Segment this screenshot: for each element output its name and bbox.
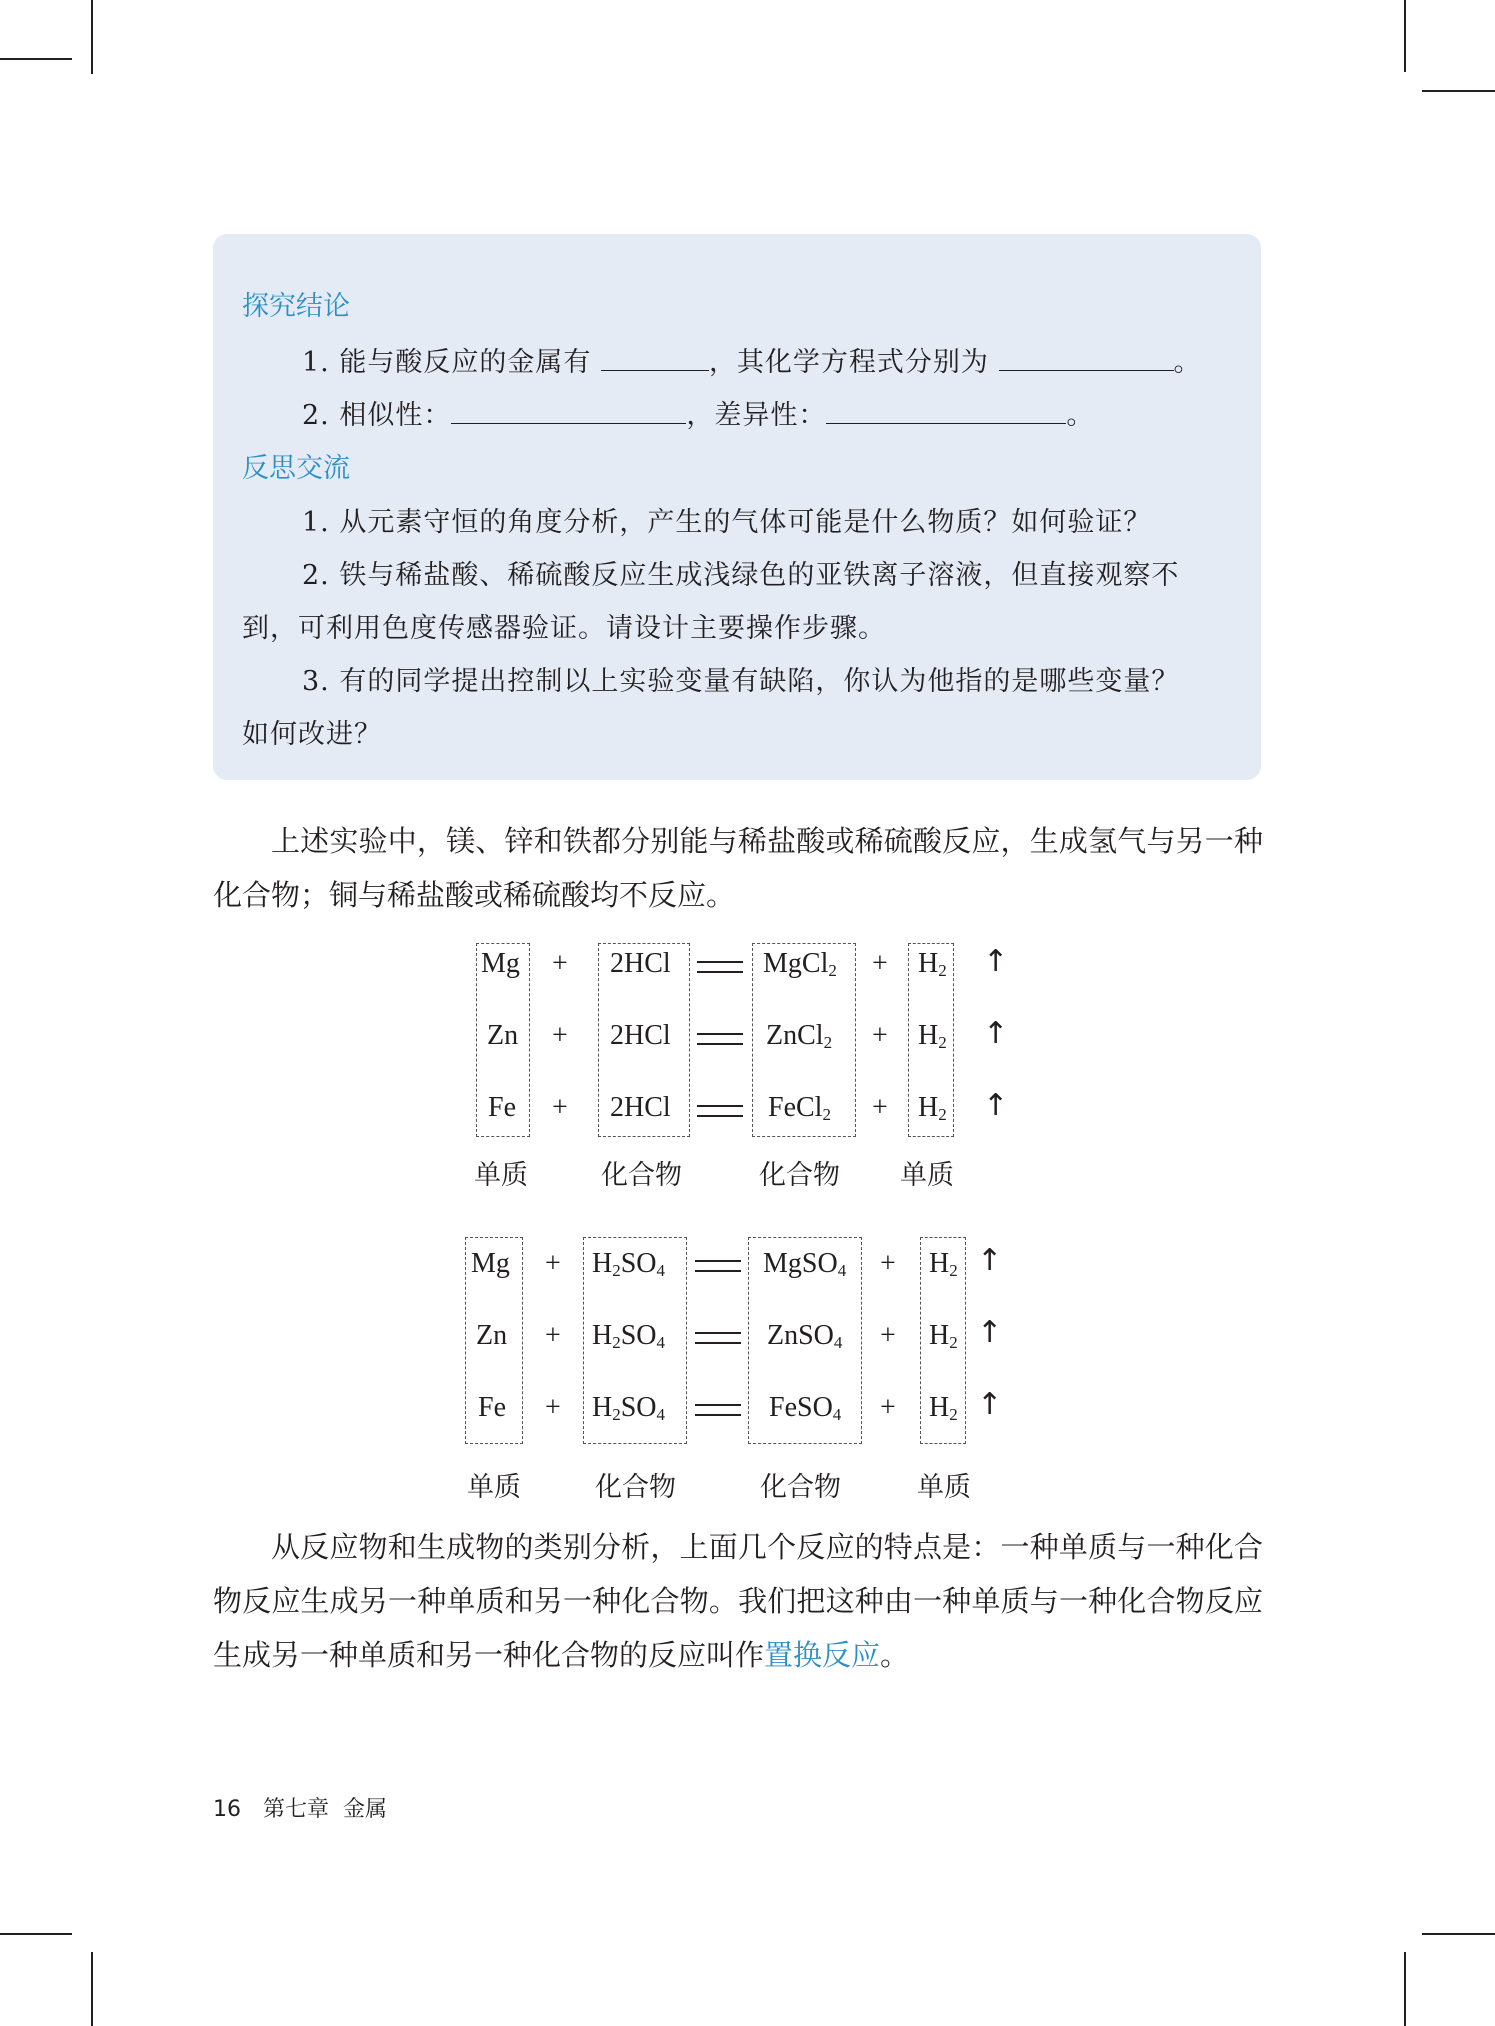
hydrogen: $H_2$ [918,948,947,980]
plus-sign: + [880,1320,896,1351]
paragraph-1 [213,814,1263,922]
gas-arrow-icon: ↑ [977,1387,1003,1422]
acid: 2HCl [610,1020,671,1051]
plus-sign: + [545,1320,561,1351]
plus-sign: + [545,1392,561,1423]
answer-blank[interactable] [999,348,1174,371]
page-footer [213,1792,387,1823]
salt: MgCl$_2$ [763,948,837,980]
period: 。 [1066,400,1095,431]
answer-blank[interactable] [451,401,686,424]
category-label: 化合物 [759,1160,840,1191]
equals-sign [697,1033,743,1045]
conclusion-item-1-text-b: ，其化学方程式分别为 [708,347,989,378]
plus-sign: + [552,948,568,979]
paragraph-2-text: 从反应物和生成物的类别分析，上面几个反应的特点是：一种单质与一种化合物反应生成另一种单质和另一种化合物。我们把这种由一种单质与一种化合物反应生成另一种单质和另一种化合物的反应叫作 [213,1530,1263,1672]
category-label: 单质 [917,1472,971,1503]
reflection-q3: 3. 有的同学提出控制以上实验变量有缺陷，你认为他指的是哪些变量？ [302,666,1180,697]
category-label: 化合物 [595,1472,676,1503]
metal: Fe [488,1092,516,1123]
metal: Zn [476,1320,508,1351]
plus-sign: + [880,1392,896,1423]
metal: Mg [481,948,520,979]
period: 。 [880,1638,910,1672]
hydrogen: $H_2$ [929,1392,958,1424]
chapter-title: 第七章 金属 [263,1797,387,1822]
category-label: 化合物 [601,1160,682,1191]
acid: $H_2SO_4$ [592,1320,666,1352]
salt: ZnSO$_4$ [767,1320,843,1352]
plus-sign: + [552,1020,568,1051]
paragraph-2 [213,1520,1263,1682]
reflection-q3-cont: 如何改进？ [242,719,382,750]
category-label: 化合物 [760,1472,841,1503]
equals-sign [697,1105,743,1117]
acid: 2HCl [610,1092,671,1123]
gas-arrow-icon: ↑ [983,1088,1009,1123]
reflection-heading: 反思交流 [242,453,350,484]
gas-arrow-icon: ↑ [977,1315,1003,1350]
plus-sign: + [552,1092,568,1123]
equals-sign [697,961,743,973]
conclusion-item-2 [302,393,1094,432]
equals-sign [695,1332,741,1344]
paragraph-1-text: 上述实验中，镁、锌和铁都分别能与稀盐酸或稀硫酸反应，生成氢气与另一种化合物；铜与稀盐酸或稀硫酸均不反应。 [213,824,1263,912]
page-number: 16 [213,1797,241,1822]
period: 。 [1173,347,1202,378]
category-label: 单质 [474,1160,528,1191]
metal: Zn [487,1020,519,1051]
plus-sign: + [872,948,888,979]
reflection-q2-cont: 到，可利用色度传感器验证。请设计主要操作步骤。 [242,613,886,644]
answer-blank[interactable] [601,348,709,371]
answer-blank[interactable] [826,401,1066,424]
category-label: 单质 [900,1160,954,1191]
metal: Fe [478,1392,506,1423]
salt: MgSO$_4$ [763,1248,847,1280]
acid: $H_2SO_4$ [592,1248,666,1280]
metal: Mg [471,1248,510,1279]
salt: ZnCl$_2$ [766,1020,833,1052]
gas-arrow-icon: ↑ [983,1016,1009,1051]
plus-sign: + [880,1248,896,1279]
conclusion-item-1 [302,340,1202,379]
category-label: 单质 [467,1472,521,1503]
key-term: 置换反应 [764,1638,881,1672]
reflection-q2: 2. 铁与稀盐酸、稀硫酸反应生成浅绿色的亚铁离子溶液，但直接观察不 [302,560,1180,591]
equals-sign [695,1260,741,1272]
plus-sign: + [872,1020,888,1051]
conclusion-item-2-text: 2. 相似性： [302,400,452,431]
salt: FeSO$_4$ [769,1392,842,1424]
plus-sign: + [872,1092,888,1123]
acid: 2HCl [610,948,671,979]
reflection-q1: 1. 从元素守恒的角度分析，产生的气体可能是什么物质？如何验证？ [302,507,1152,538]
inquiry-conclusion-heading: 探究结论 [242,291,350,322]
equals-sign [695,1404,741,1416]
conclusion-item-2-text-b: ，差异性： [686,400,827,431]
hydrogen: $H_2$ [918,1020,947,1052]
gas-arrow-icon: ↑ [983,944,1009,979]
plus-sign: + [545,1248,561,1279]
salt: FeCl$_2$ [768,1092,831,1124]
hydrogen: $H_2$ [929,1248,958,1280]
acid: $H_2SO_4$ [592,1392,666,1424]
hydrogen: $H_2$ [918,1092,947,1124]
conclusion-item-1-text: 1. 能与酸反应的金属有 [302,347,592,378]
hydrogen: $H_2$ [929,1320,958,1352]
gas-arrow-icon: ↑ [977,1243,1003,1278]
